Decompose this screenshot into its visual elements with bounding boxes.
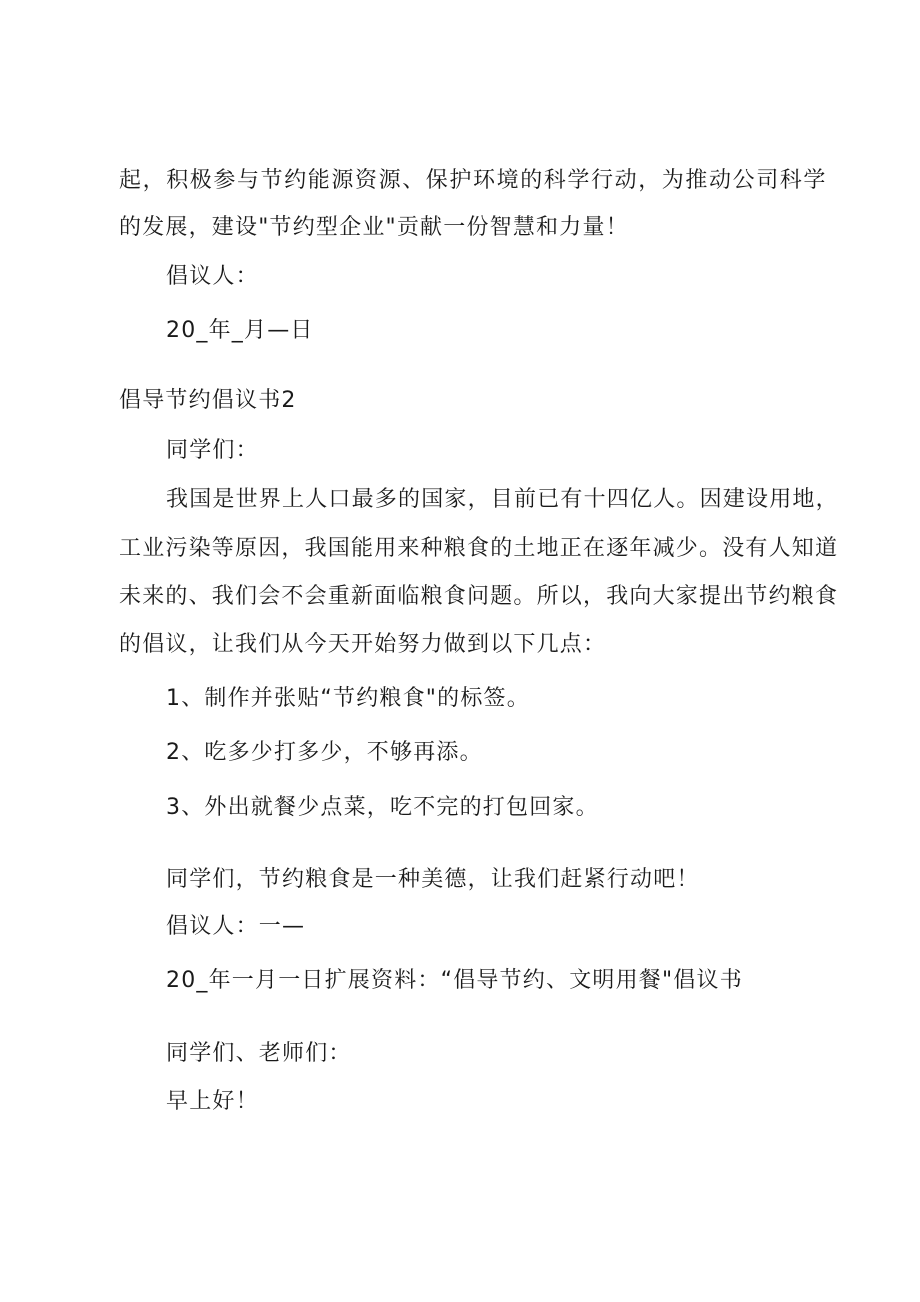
list-item: 1、制作并张贴“节约粮食"的标签。 <box>166 686 530 711</box>
greeting: 早上好！ <box>166 1089 259 1114</box>
paragraph-line: 同学们，节约粮食是一种美德，让我们赶紧行动吧！ <box>166 867 700 892</box>
signature-label: 倡议人：一— <box>166 914 306 939</box>
paragraph-line: 起，积极参与节约能源资源、保护环境的科学行动，为推动公司科学 <box>119 168 828 193</box>
paragraph-line: 未来的、我们会不会重新面临粮食问题。所以，我向大家提出节约粮食 <box>119 584 839 609</box>
date-line: 20_年_月—日 <box>166 318 314 343</box>
paragraph-line: 的倡议，让我们从今天开始努力做到以下几点： <box>119 632 607 657</box>
signature-label: 倡议人： <box>166 264 259 289</box>
paragraph-line: 的发展，建设"节约型企业"贡献一份智慧和力量！ <box>119 215 629 240</box>
salutation: 同学们、老师们： <box>166 1041 352 1066</box>
list-item: 3、外出就餐少点菜，吃不完的打包回家。 <box>166 795 599 820</box>
date-line: 20_年一月一日扩展资料：“倡导节约、文明用餐"倡议书 <box>166 968 743 993</box>
paragraph-line: 我国是世界上人口最多的国家，目前已有十四亿人。因建设用地， <box>166 487 839 512</box>
salutation: 同学们： <box>166 438 259 463</box>
paragraph-line: 工业污染等原因，我国能用来种粮食的土地正在逐年减少。没有人知道 <box>119 536 839 561</box>
section-title: 倡导节约倡议书2 <box>119 388 297 413</box>
list-item: 2、吃多少打多少，不够再添。 <box>166 740 483 765</box>
